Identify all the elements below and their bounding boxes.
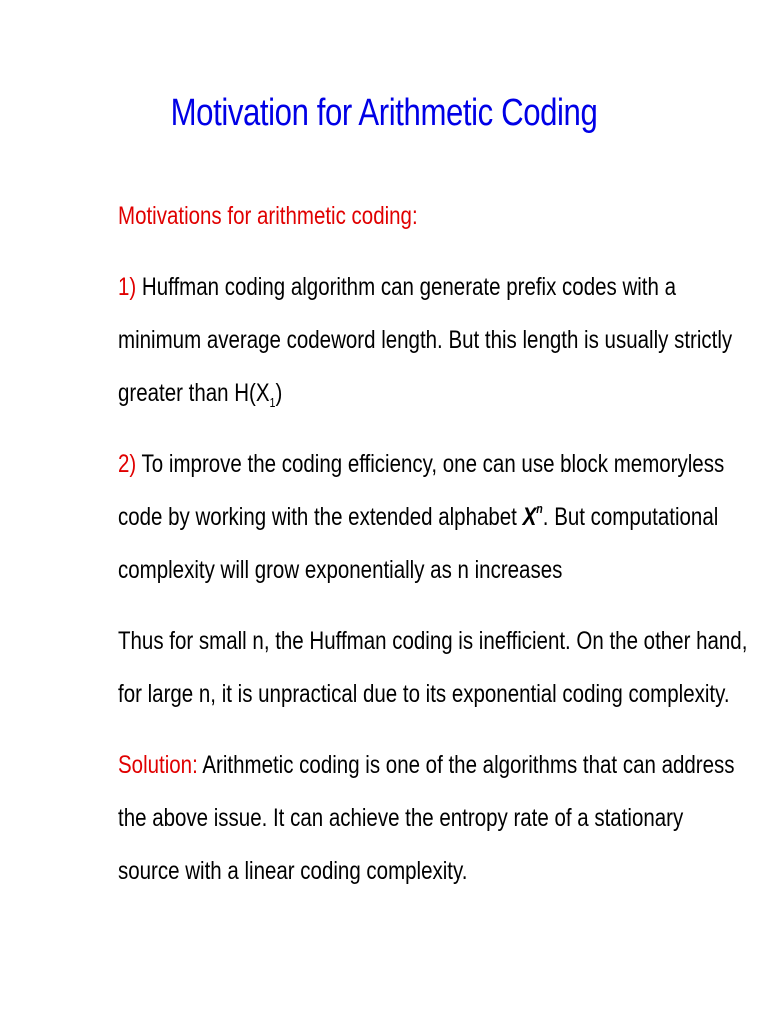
point-2-line-1: [118, 438, 725, 491]
point-1-line-2: minimum average codeword length. But this length is usually strictly: [118, 326, 733, 354]
solution-line-3: source with a linear coding complexity.: [118, 857, 468, 885]
spacer: [118, 243, 738, 261]
point-1-line-1: [118, 261, 676, 314]
solution-label: Solution:: [118, 751, 198, 779]
solution-line-1: [118, 739, 735, 792]
intro-heading: Motivations for arithmetic coding:: [118, 202, 418, 230]
spacer: [118, 420, 738, 438]
point-1-text-1: Huffman coding algorithm can generate prefix codes with a: [141, 273, 676, 301]
solution-line-2: the above issue. It can achieve the entropy rate of a stationary: [118, 804, 684, 832]
point-2-text-1: To improve the coding efficiency, one can use block memoryless: [141, 450, 725, 478]
subscript: 1: [269, 395, 276, 410]
alphabet-symbol: X: [522, 503, 537, 531]
slide-title: Motivation for Arithmetic Coding: [170, 92, 598, 134]
point-1-text-3a: greater than H(X: [118, 379, 270, 407]
thus-line-1: Thus for small n, the Huffman coding is inefficient. On the other hand,: [118, 627, 748, 655]
point-1-line-3: [118, 367, 626, 420]
spacer: [118, 721, 738, 739]
point-2-text-2b: . But computational: [542, 503, 719, 531]
point-1-marker: 1): [118, 273, 137, 301]
thus-line-2: for large n, it is unpractical due to its exponential coding complexity.: [118, 680, 730, 708]
point-1: [118, 261, 738, 420]
point-1-text-3b: ): [275, 379, 283, 407]
point-2-text-2a: code by working with the extended alphabet: [118, 503, 517, 531]
thus-paragraph: [118, 615, 748, 721]
superscript: n: [536, 501, 543, 516]
point-2-line-3: complexity will grow exponentially as n increases: [118, 556, 563, 584]
slide-body: [118, 190, 748, 898]
point-2: [118, 438, 738, 597]
spacer: [118, 597, 738, 615]
solution-paragraph: [118, 739, 738, 898]
point-2-marker: 2): [118, 450, 137, 478]
point-2-line-2: [118, 491, 719, 544]
solution-text-1: Arithmetic coding is one of the algorithms that can address: [202, 751, 735, 779]
